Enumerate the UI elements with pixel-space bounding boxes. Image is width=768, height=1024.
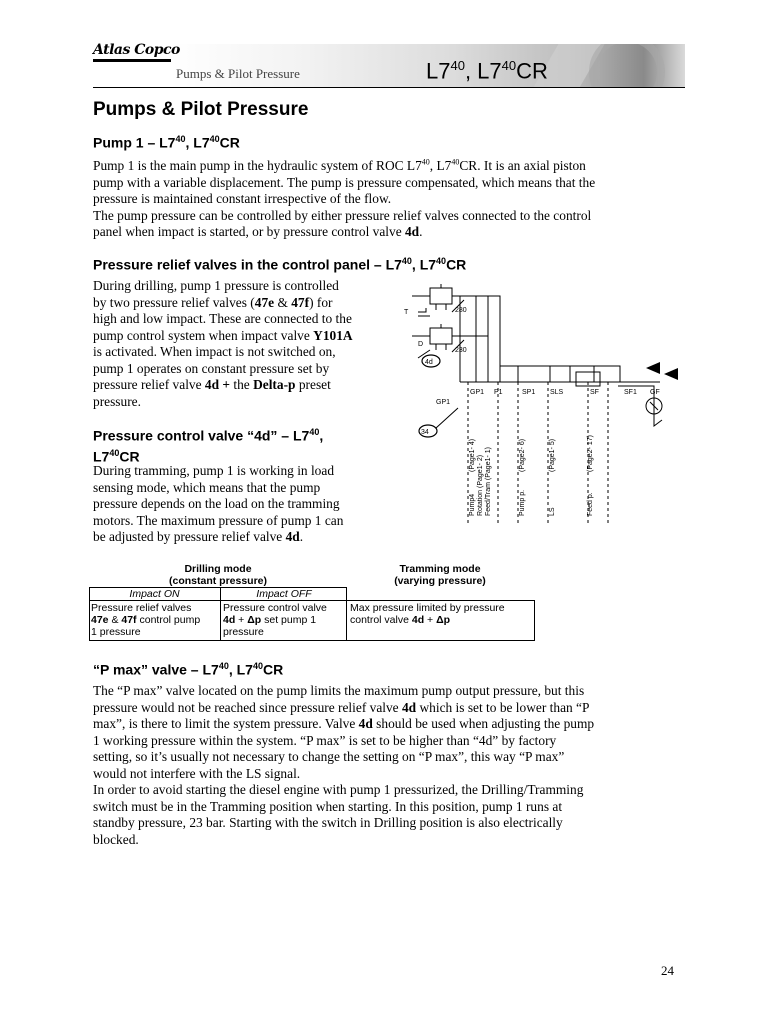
port-sls-label: SLS xyxy=(550,389,564,396)
col-page1-5-label: (Page1- 5) xyxy=(549,438,556,472)
port-t-label: T xyxy=(404,309,409,316)
tag-4d-text: 4d xyxy=(425,359,433,366)
tag-34-text: 34 xyxy=(421,429,429,436)
cell-impact-on: Pressure relief valves 47e & 47f control pump 1 pressure xyxy=(91,602,201,638)
arrow-icon xyxy=(664,368,678,380)
atlas-copco-logo: Atlas Copco xyxy=(93,42,180,58)
cell-tramming: Max pressure limited by pressure control valve 4d + Δp xyxy=(350,602,505,626)
hydraulic-schematic xyxy=(398,276,688,526)
port-sf-label: SF xyxy=(590,389,599,396)
col-feedtram-label: Feed/Tram (Page1- 1) xyxy=(485,447,492,516)
header-rule xyxy=(93,87,685,88)
pmax-paragraph: The “P max” valve located on the pump limits the maximum pump output pressure, but this pressure would not be reached since pressure relief valve 4d which is set to be lower than “P max”, is there to limit the system pressure. Valve 4d should be used when adjusting the pump 1 working pressure within the system. “P max” is set to be higher than “4d” by factory setting, so it’s usually not necessary to change the setting on “P max”, this way “P max” would not interfere with the LS signal. In order to avoid starting the diesel engine with pump 1 pressurized, the Drilling/Tramming switch must be in the Tramming position when starting. In this position, pump 1 runs at standby pressure, 23 bar. Starting with the switch in Drilling position is also electrically blocked. xyxy=(93,683,595,847)
port-p1-label: P1 xyxy=(494,389,503,396)
pressure-230-label: 230 xyxy=(455,347,467,354)
impact-off-header: Impact OFF xyxy=(256,588,312,600)
tramming-mode-label: Tramming mode (varying pressure) xyxy=(394,563,486,587)
header-model: $L7^{40}$, $L7^{40}CR$ xyxy=(426,58,548,84)
col-page2-17-label: (Page2- 17) xyxy=(587,435,594,472)
relief-paragraph: During drilling, pump 1 pressure is controlled by two pressure relief valves (47e & 47f) for high and low impact. These are connected to the pump control system when impact valve Y101A is activated. When impact is not switched on, pump 1 operates on constant pressure set by pressure relief valve 4d + the Delta-p preset pressure. xyxy=(93,278,353,409)
port-gp1-label: GP1 xyxy=(470,389,485,396)
pump1-paragraph: Pump 1 is the main pump in the hydraulic system of ROC $L7^{40}$, $L7^{40}CR$. It is an axial piston pump with a variable displacement. The pump is pressure compensated, which means that the pressure is maintained constant irrespective of the flow. The pump pressure can be controlled by either pressure relief valves connected to the control panel when impact is started, or by pressure control valve 4d. xyxy=(93,157,596,239)
header-section-name: Pumps & Pilot Pressure xyxy=(176,66,300,81)
drilling-mode-label: Drilling mode (constant pressure) xyxy=(168,563,268,587)
col-page1-4-label: (Page1- 4) xyxy=(469,438,476,472)
page-title: Pumps & Pilot Pressure xyxy=(93,99,309,120)
pump1-heading: Pump $1 - L7^{40}$, $L7^{40}CR$ xyxy=(93,134,240,151)
col-pump4-label: Pump4 xyxy=(469,493,476,516)
logo-underline xyxy=(93,59,171,62)
cell-impact-off: Pressure control valve 4d + Δp set pump 1 pressure xyxy=(223,602,327,638)
relief-heading: Pressure relief valves in the control panel – $L7^{40}$, $L7^{40}CR$ xyxy=(93,256,467,273)
arrow-icon xyxy=(646,362,660,374)
page-number: 24 xyxy=(661,963,674,978)
col-ls-label: LS xyxy=(549,507,556,516)
col-pump-p-label: Pump p. xyxy=(519,489,526,516)
control-paragraph: During tramming, pump 1 is working in load sensing mode, which means that the pump pressure depends on the load on the tramming motors. The maximum pressure of pump 1 can be adjusted by pressure relief valve 4d. xyxy=(93,463,344,544)
control-heading: Pressure control valve “4d” – $L7^{40}$, $L7^{40}CR$ xyxy=(93,427,324,465)
impact-on-header: Impact ON xyxy=(129,588,180,600)
port-gf-label: GF xyxy=(650,389,660,396)
port-sp1-label: SP1 xyxy=(522,389,536,396)
col-page2-6-label: (Page2- 6) xyxy=(519,438,526,472)
port-sf1-label: SF1 xyxy=(624,389,637,396)
pmax-heading: “P max” valve – $L7^{40}$, $L7^{40}CR$ xyxy=(93,661,284,678)
relief-valve-47f-symbol xyxy=(430,328,452,344)
gp1-side-label: GP1 xyxy=(436,399,451,406)
table-divider xyxy=(346,600,347,641)
port-d-label: D xyxy=(418,341,424,348)
col-rotation-label: Rotation (Page1- 2) xyxy=(477,454,484,516)
pressure-280-label: 280 xyxy=(455,307,467,314)
relief-valve-47e-symbol xyxy=(430,288,452,304)
col-feed-p-label: Feed p. xyxy=(587,492,594,516)
